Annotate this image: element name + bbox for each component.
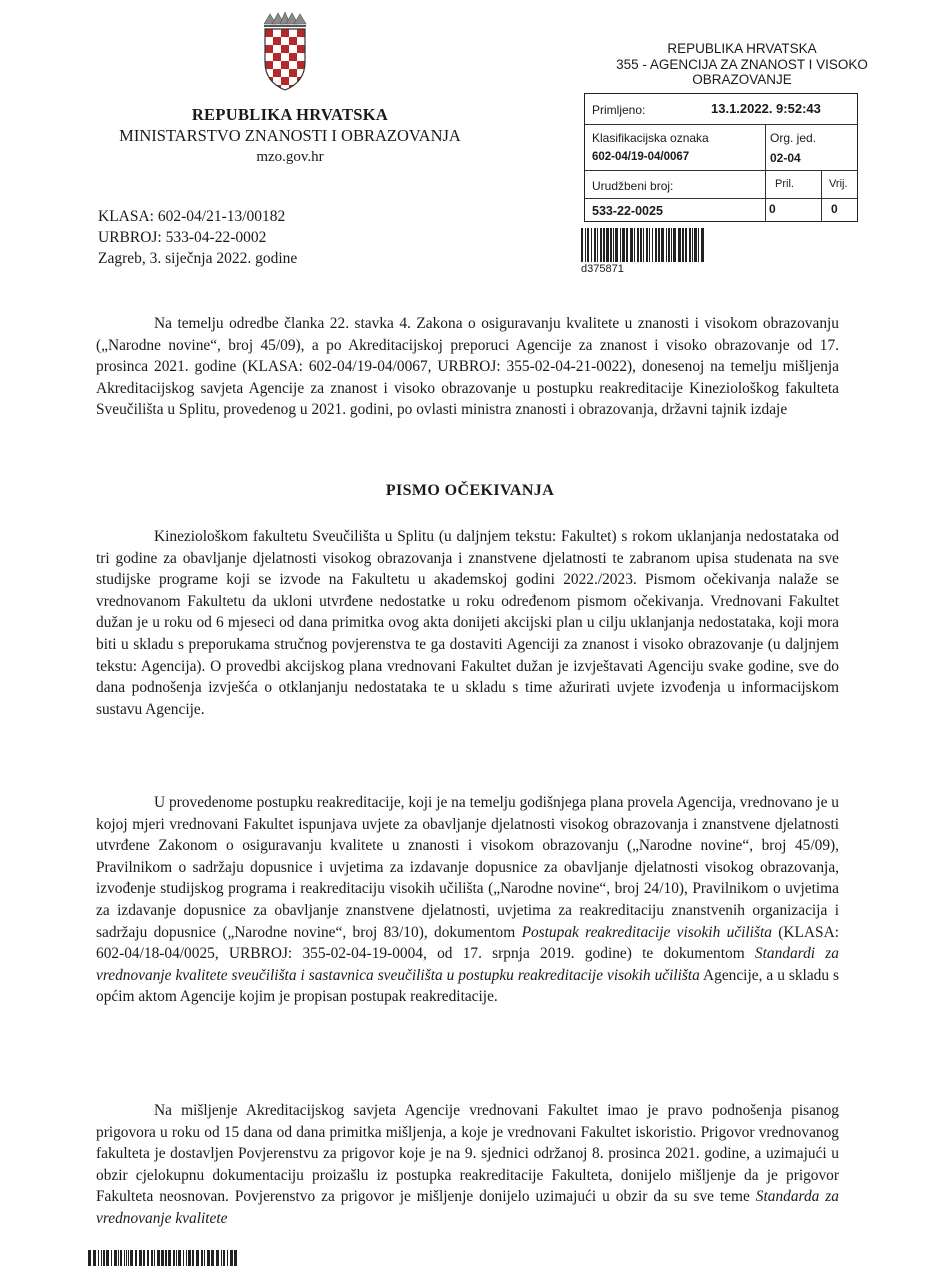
procedure-paragraph: [96, 792, 839, 1008]
org-unit-value: 02-04: [770, 151, 801, 165]
attachments-label: Pril.: [775, 178, 794, 190]
stamp-line-3: OBRAZOVANJE: [692, 72, 792, 87]
barcode-number: d375871: [581, 263, 624, 275]
classification-label: Klasifikacijska oznaka: [592, 131, 709, 145]
procedure-doc-title-2: Standardi za vrednovanje kvalitete sveučilišta i sastavnica sveučilišta u postupku reakreditacije visokih učilišta: [96, 945, 839, 984]
procedure-text-3: Agencije, a u skladu s općim aktom Agencije kojim je propisan postupak reakreditacije.: [96, 966, 839, 1006]
croatian-coat-of-arms-icon: [262, 12, 308, 92]
stamp-header: [582, 41, 902, 88]
barcode-icon: [581, 228, 707, 262]
received-value: 13.1.2022. 9:52:43: [711, 101, 821, 116]
procedure-doc-title-1: Postupak reakreditacije visokih učilišta: [521, 923, 772, 941]
appeal-standard-title: Standarda za vrednovanje kvalitete: [96, 1188, 839, 1227]
appeal-paragraph: [96, 1100, 839, 1230]
registry-number-value: 533-22-0025: [592, 204, 663, 218]
intro-paragraph: [96, 313, 839, 421]
place-date: Zagreb, 3. siječnja 2022. godine: [98, 250, 298, 267]
received-label: Primljeno:: [592, 103, 646, 117]
appeal-text: Na mišljenje Akreditacijskog savjeta Agencije vrednovani Fakultet imao je pravo podnošenja pisanog prigovora u roku od 15 dana od dana primitka mišljenja, a koje je vrednovani Fakultet iskoristio. Prigovor vrednovanog fakulteta je dostavljen Povjerenstvu za prigovor koje je na 9. sjednici održanoj 8. prosinca 2021. godine, a uzimajući u obzir cjelokupnu dokumentaciju proizašlu iz postupka reakreditacije Fakulteta, donijelo mišljenje da je prigovor Fakulteta neosnovan. Povjerenstvo za prigovor je mišljenje donijelo uzimajući u obzir da su sve teme: [96, 1102, 839, 1206]
document-title: PISMO OČEKIVANJA: [385, 482, 555, 499]
receipt-stamp: [584, 93, 858, 222]
intro-text: Na temelju odredbe članka 22. stavka 4. Zakona o osiguravanju kvalitete u znanosti i visokom obrazovanju („Narodne novine“, broj 45/09), a po Akreditacijskoj preporuci Agencije za znanost i visoko obrazovanje od 17. prosinca 2021. godine (KLASA: 602-04/19-04/0067, URBROJ: 355-02-04-21-0022), donesenoj na temelju mišljenja Akreditacijskog savjeta Agencije za znanost i visoko obrazovanje u postupku reakreditacije Kineziološkog fakulteta Sveučilišta u Splitu, provedenog u 2021. godini, po ovlasti ministra znanosti i obrazovanja, državni tajnik izdaje: [96, 315, 839, 419]
registry-number-label: Urudžbeni broj:: [592, 179, 674, 193]
ministry-name: MINISTARSTVO ZNANOSTI I OBRAZOVANJA: [119, 126, 461, 145]
value-value: 0: [831, 202, 838, 216]
stamp-line-2: 355 - AGENCIJA ZA ZNANOST I VISOKO: [616, 56, 868, 72]
procedure-text-2: (KLASA: 602-04/18-04/0025, URBROJ: 355-02-04-19-0004, od 17. srpnja 2019. godine) te dokumentom: [96, 923, 839, 963]
classification-value: 602-04/19-04/0067: [592, 151, 690, 163]
klasa: KLASA: 602-04/21-13/00182: [98, 208, 286, 225]
decision-text: Kineziološkom fakultetu Sveučilišta u Splitu (u daljnjem tekstu: Fakultet) s rokom uklanjanja nedostataka od tri godine za obavljanje djelatnosti visokog obrazovanja i znanstvene djelatnosti te zabranom upisa studenata na sve studijske programe koji se izvode na Fakultetu u akademskoj godini 2022./2023. Pismom očekivanja nalaže se vrednovanom Fakultetu da ukloni utvrđene nedostatke u roku određenom pismom očekivanja. Vrednovani Fakultet dužan je u roku od 6 mjeseci od dana primitka ovog akta donijeti akcijski plan u cilju uklanjanja nedostataka, koji mora biti u skladu s preporukama stručnog povjerenstva te ga dostaviti Agenciji za znanost i visoko obrazovanje (u daljnjem tekstu: Agencija). O provedbi akcijskog plana vrednovani Fakultet dužan je izvještavati Agenciju svake godine, sve do dana podnošenja izvješća o otklanjanju nedostataka te u skladu s time ažurirati uvjete izvođenja u informacijskom sustavu Agencije.: [96, 528, 839, 718]
issuer-header: [90, 104, 490, 168]
ministry-website: mzo.gov.hr: [256, 149, 324, 165]
procedure-text-1: U provedenome postupku reakreditacije, koji je na temelju godišnjega plana provela Agencija, vrednovano je u kojoj mjeri vrednovani Fakultet ispunjava uvjete za obavljanje djelatnosti visokog obrazovanja i znanstvene djelatnosti utvrđene Zakonom o osiguravanju kvalitete u znanosti i visokom obrazovanju („Narodne novine“, broj 45/09), Pravilnikom o sadržaju dopusnice i uvjetima za izdavanje dopusnice za obavljanje djelatnosti visokog obrazovanja, izvođenje studijskog programa i reakreditaciju visokih učilišta („Narodne novine“, broj 24/10), Pravilnikom o uvjetima za izdavanje dopusnice za obavljanje znanstvene djelatnosti, uvjetima za reakreditaciju znanstvenih organizacija i sadržaju dopusnice („Narodne novine“, broj 83/10), dokumentom: [96, 794, 839, 941]
footer-barcode-icon: [88, 1250, 240, 1266]
attachments-value: 0: [769, 202, 776, 216]
decision-paragraph: [96, 526, 839, 720]
stamp-line-1: REPUBLIKA HRVATSKA: [667, 41, 817, 56]
urbroj: URBROJ: 533-04-22-0002: [98, 229, 267, 246]
value-label: Vrij.: [829, 178, 848, 190]
reference-block: [98, 206, 297, 269]
org-unit-label: Org. jed.: [770, 131, 817, 145]
country-name: REPUBLIKA HRVATSKA: [191, 105, 389, 124]
